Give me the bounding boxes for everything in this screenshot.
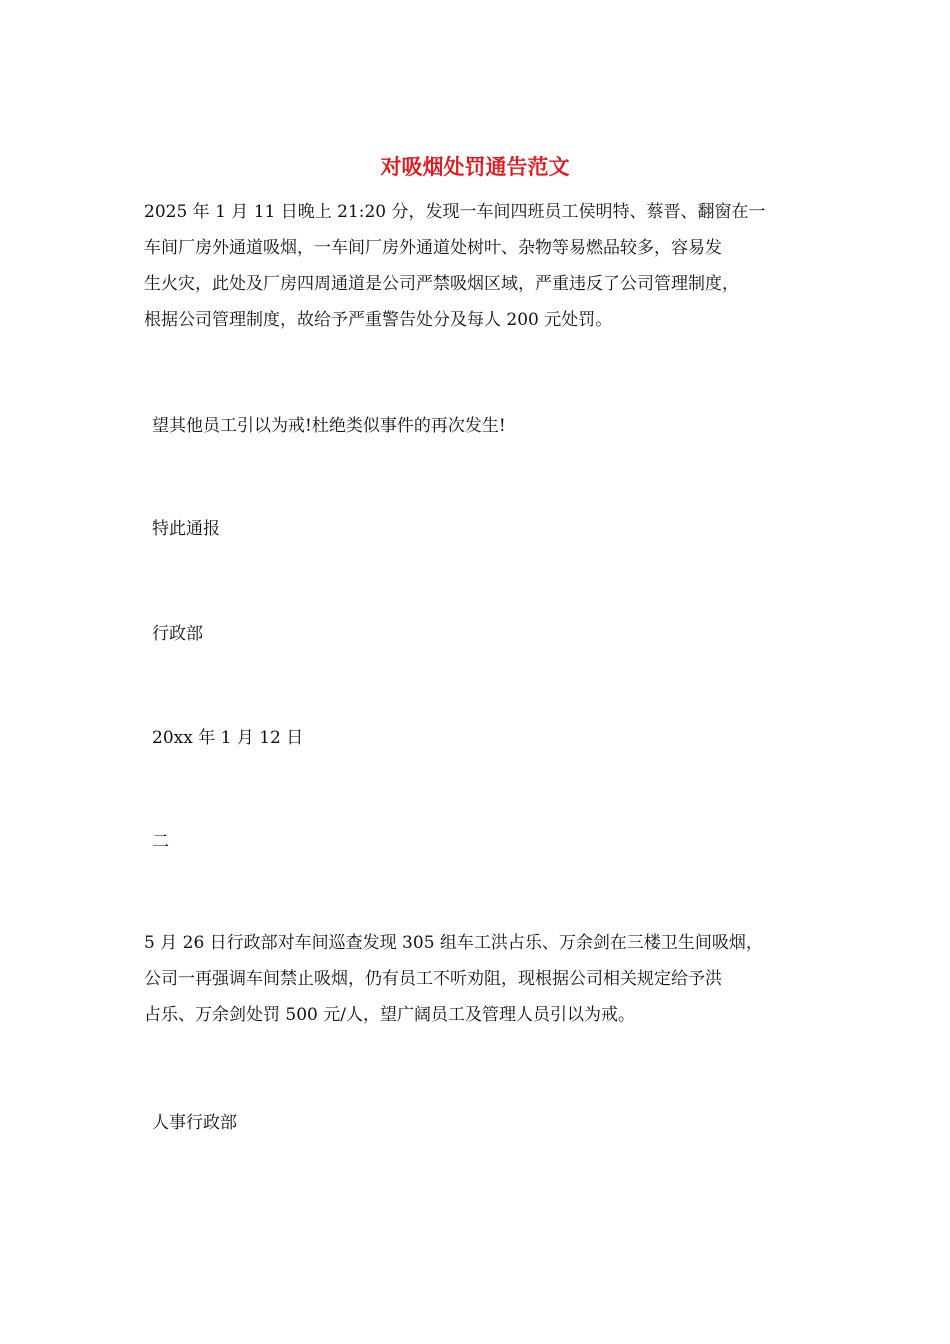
paragraph-line: 2025 年 1 月 11 日晚上 21:20 分，发现一车间四班员工侯明特、蔡晋、翻窗在一 [144, 202, 766, 222]
paragraph-line: 生火灾，此处及厂房四周通道是公司严禁吸烟区域，严重违反了公司管理制度， [144, 274, 739, 294]
section-number: 二 [152, 832, 169, 852]
paragraph-line: 根据公司管理制度，故给予严重警告处分及每人 200 元处罚。 [144, 310, 613, 330]
paragraph-line: 5 月 26 日行政部对车间巡查发现 305 组车工洪占乐、万余剑在三楼卫生间吸烟， [144, 933, 763, 953]
paragraph-line: 公司一再强调车间禁止吸烟，仍有员工不听劝阻，现根据公司相关规定给予洪 [144, 969, 722, 989]
date-text: 20xx 年 1 月 12 日 [152, 728, 304, 748]
department-signature-2: 人事行政部 [152, 1113, 237, 1133]
document-title: 对吸烟处罚通告范文 [380, 154, 570, 179]
paragraph-incident-1 [144, 194, 844, 338]
paragraph-incident-2 [144, 925, 844, 1033]
paragraph-line: 占乐、万余剑处罚 500 元/人，望广阔员工及管理人员引以为戒。 [144, 1005, 635, 1025]
paragraph-line: 车间厂房外通道吸烟，一车间厂房外通道处树叶、杂物等易燃品较多，容易发 [144, 238, 722, 258]
notice-text: 特此通报 [152, 519, 220, 539]
warning-text: 望其他员工引以为戒!杜绝类似事件的再次发生! [152, 416, 506, 436]
department-signature: 行政部 [152, 624, 203, 644]
